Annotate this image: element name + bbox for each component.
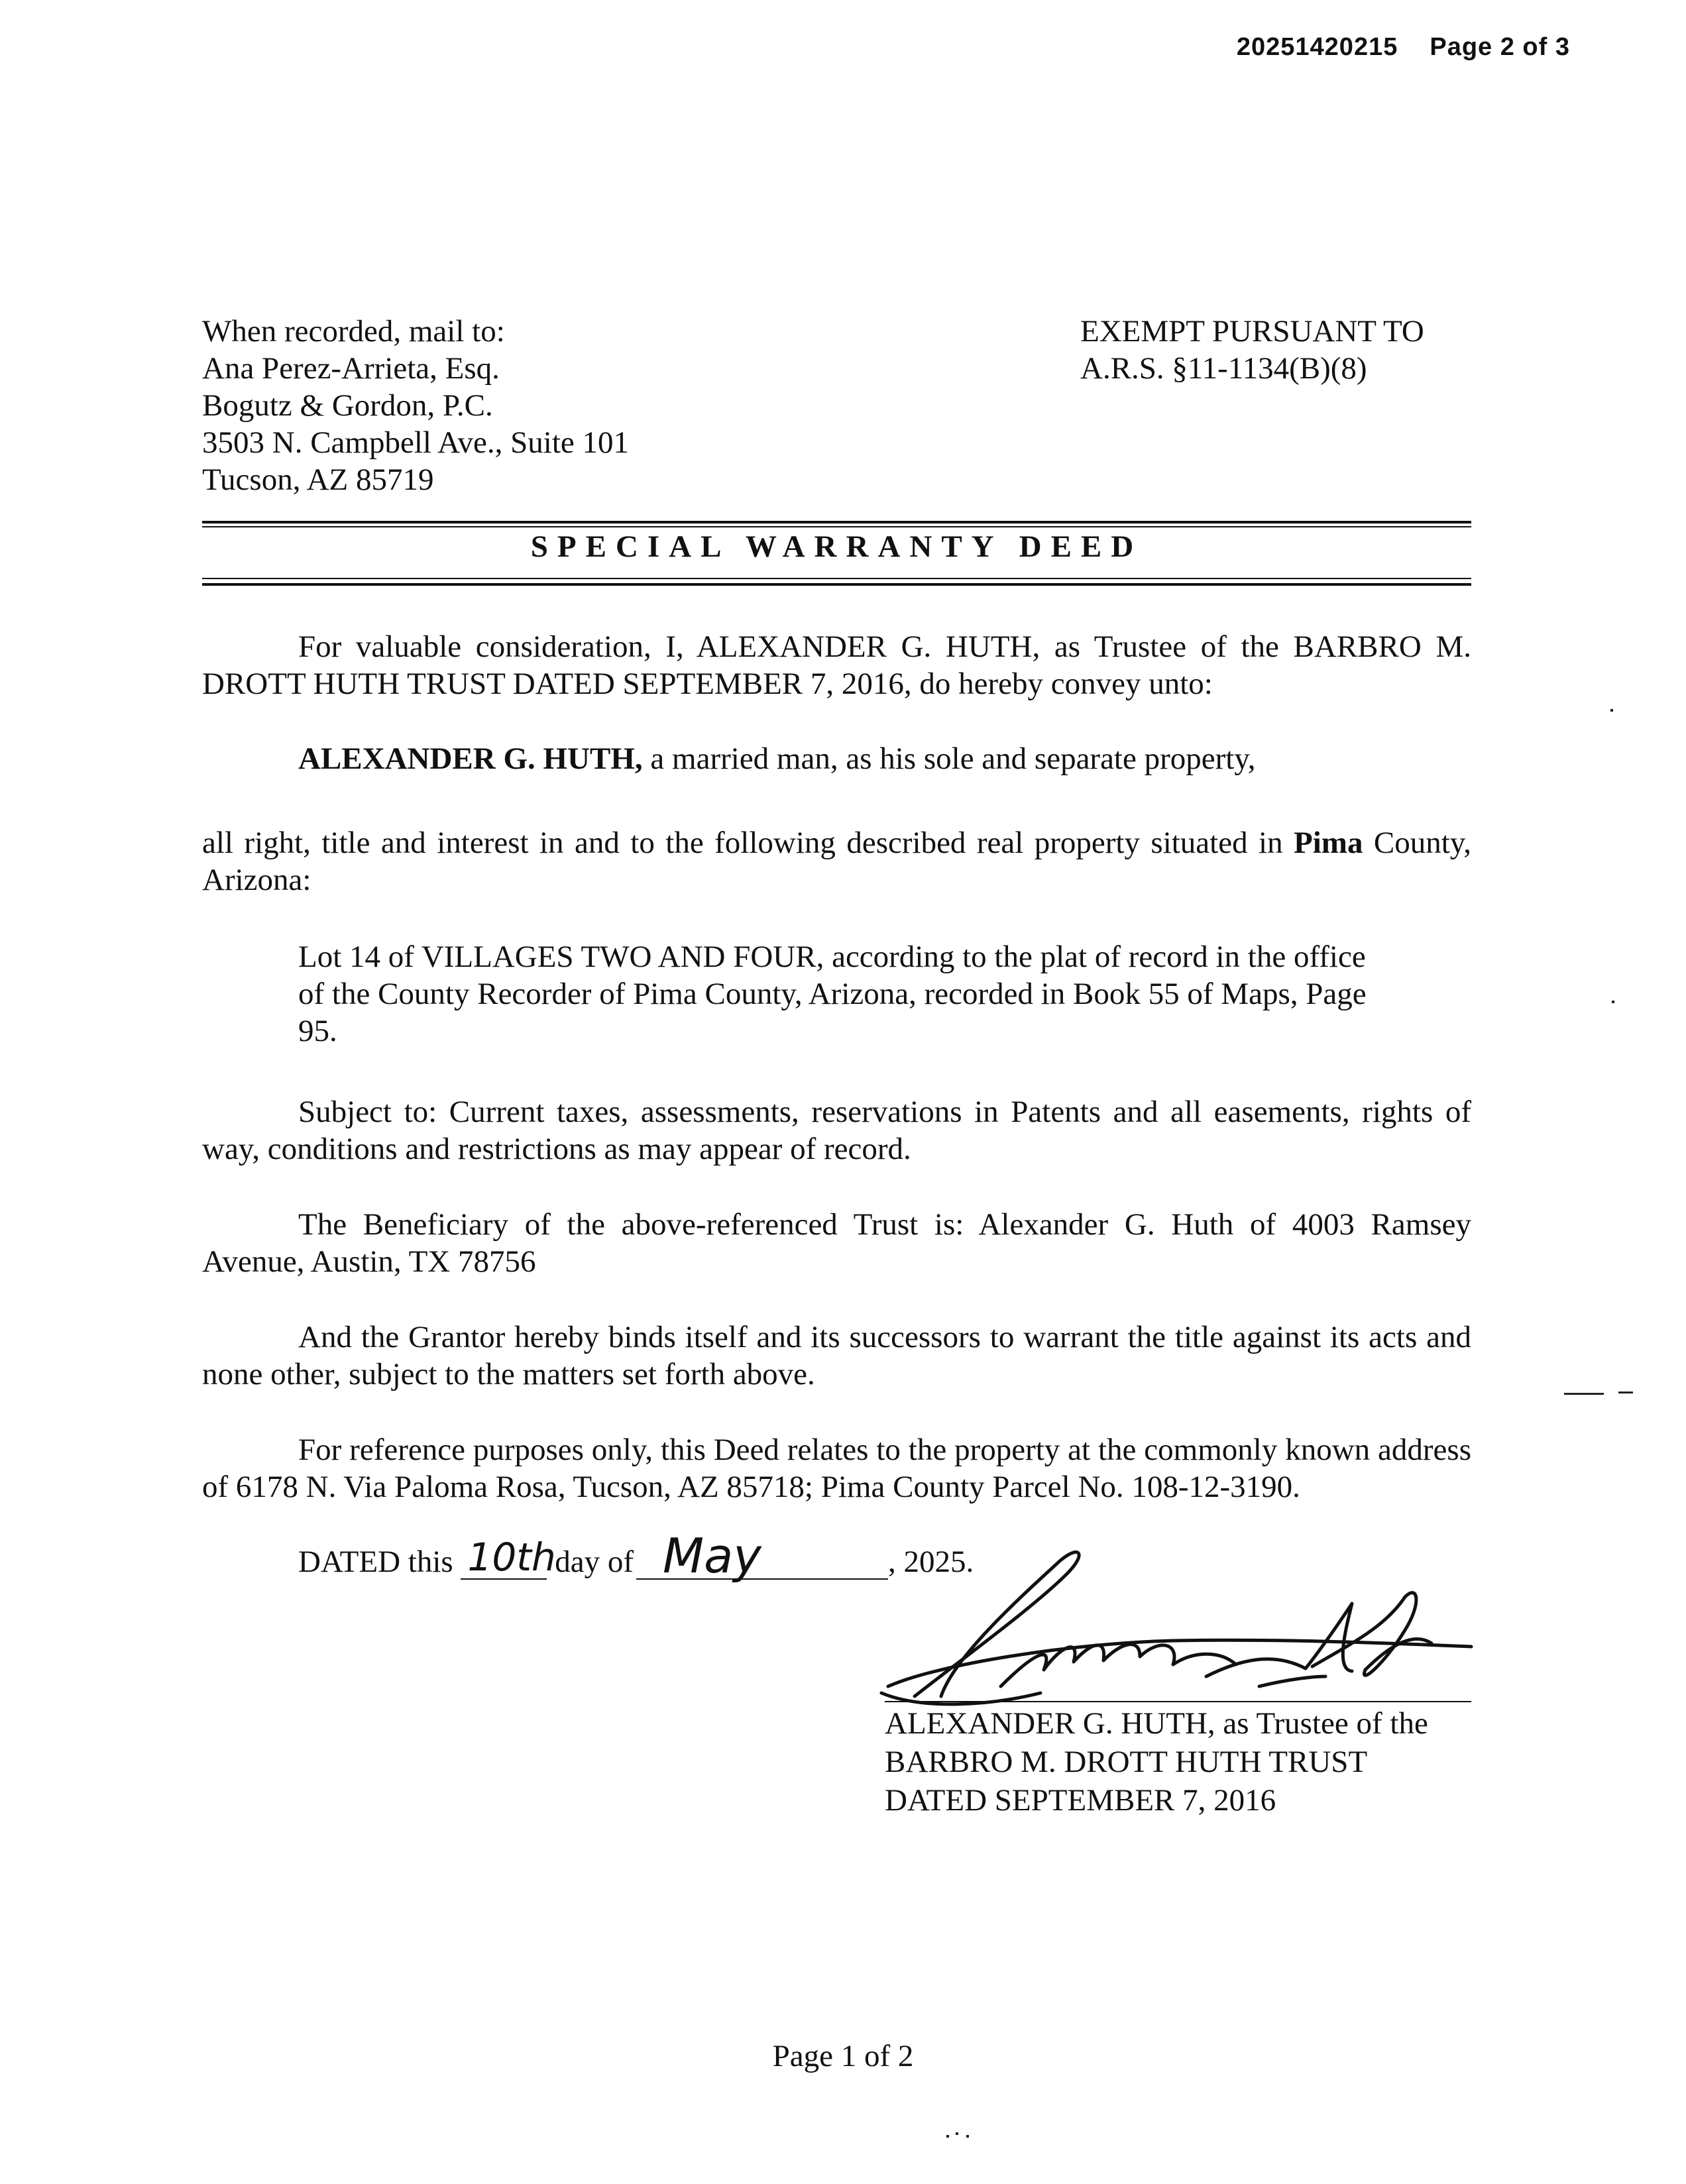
day-blank [461,1535,556,1580]
page-footer: Page 1 of 2 [772,2039,914,2073]
title-rule-bottom [202,583,1471,586]
property-paragraph [202,824,1471,899]
property-county: Pima [1294,826,1363,860]
page-indicator: Page 2 of 3 [1430,33,1570,61]
exempt-line-2: A.R.S. §11-1134(B)(8) [1080,351,1367,386]
legal-description: Lot 14 of VILLAGES TWO AND FOUR, according to the plat of record in the office of the County Recorder of Pima County, Arizona, recorded in Book 55 of Maps, Page 95. [298,940,1367,1048]
signature-line [885,1701,1471,1702]
warranty-paragraph: And the Grantor hereby binds itself and its successors to warrant the title against its acts and none other, subject to the matters set forth above. [202,1320,1471,1392]
grantee-name: ALEXANDER G. HUTH, [298,741,643,776]
mail-to-line: Ana Perez-Arrieta, Esq. [202,351,500,386]
exempt-block [1080,313,1424,387]
signatory-line: DATED SEPTEMBER 7, 2016 [885,1783,1276,1818]
signatory-line: BARBRO M. DROTT HUTH TRUST [885,1745,1368,1779]
dated-prefix: DATED this [298,1545,453,1579]
title-rule-top-inner [202,526,1471,527]
mail-to-block [202,313,629,498]
consideration-paragraph: For valuable consideration, I, ALEXANDER G. HUTH, as Trustee of the BARBRO M. DROTT HUTH TRUST DATED SEPTEMBER 7, 2016, do hereby convey unto: [202,629,1471,701]
document-title: SPECIAL WARRANTY DEED [530,529,1143,564]
property-text-pre: all right, title and interest in and to the following described real property situated in [202,826,1294,860]
scan-speck [1564,1393,1604,1395]
title-rule-bottom-inner [202,578,1471,579]
grantee-line [298,741,1256,777]
document-number: 20251420215 [1236,33,1398,61]
signature-mark [862,1544,1491,1716]
scan-speck [1618,1392,1633,1393]
scan-speck [946,2135,949,2138]
scan-speck [1610,709,1613,712]
beneficiary-paragraph: The Beneficiary of the above-referenced Trust is: Alexander G. Huth of 4003 Ramsey Avenue, Austin, TX 78756 [202,1207,1471,1279]
dated-middle: day of [555,1545,634,1579]
title-rule-top [202,521,1471,523]
mail-to-line: Tucson, AZ 85719 [202,463,434,497]
signatory-line: ALEXANDER G. HUTH, as Trustee of the [885,1706,1428,1741]
subject-to-paragraph: Subject to: Current taxes, assessments, reservations in Patents and all easements, rights of way, conditions and restrictions as may appear of record. [202,1095,1471,1166]
month-blank [636,1528,888,1584]
grantee-description: a married man, as his sole and separate property, [642,741,1256,776]
recording-stamp [1237,33,1570,62]
scan-speck [966,2135,969,2138]
dated-suffix: , 2025. [887,1545,974,1579]
property-text-post: County, Arizona: [202,826,1471,897]
handwritten-day: 10th [467,1535,556,1580]
signature-block [885,1704,1428,1820]
mail-to-heading: When recorded, mail to: [202,314,505,349]
handwritten-month: May [662,1528,761,1584]
exempt-line-1: EXEMPT PURSUANT TO [1080,314,1424,349]
reference-paragraph: For reference purposes only, this Deed relates to the property at the commonly known address of 6178 N. Via Paloma Rosa, Tucson, AZ 85718; Pima County Parcel No. 108-12-3190. [202,1433,1471,1504]
mail-to-line: 3503 N. Campbell Ave., Suite 101 [202,425,630,460]
scan-speck [956,2132,958,2135]
mail-to-line: Bogutz & Gordon, P.C. [202,388,493,423]
scan-speck [1612,1001,1614,1003]
